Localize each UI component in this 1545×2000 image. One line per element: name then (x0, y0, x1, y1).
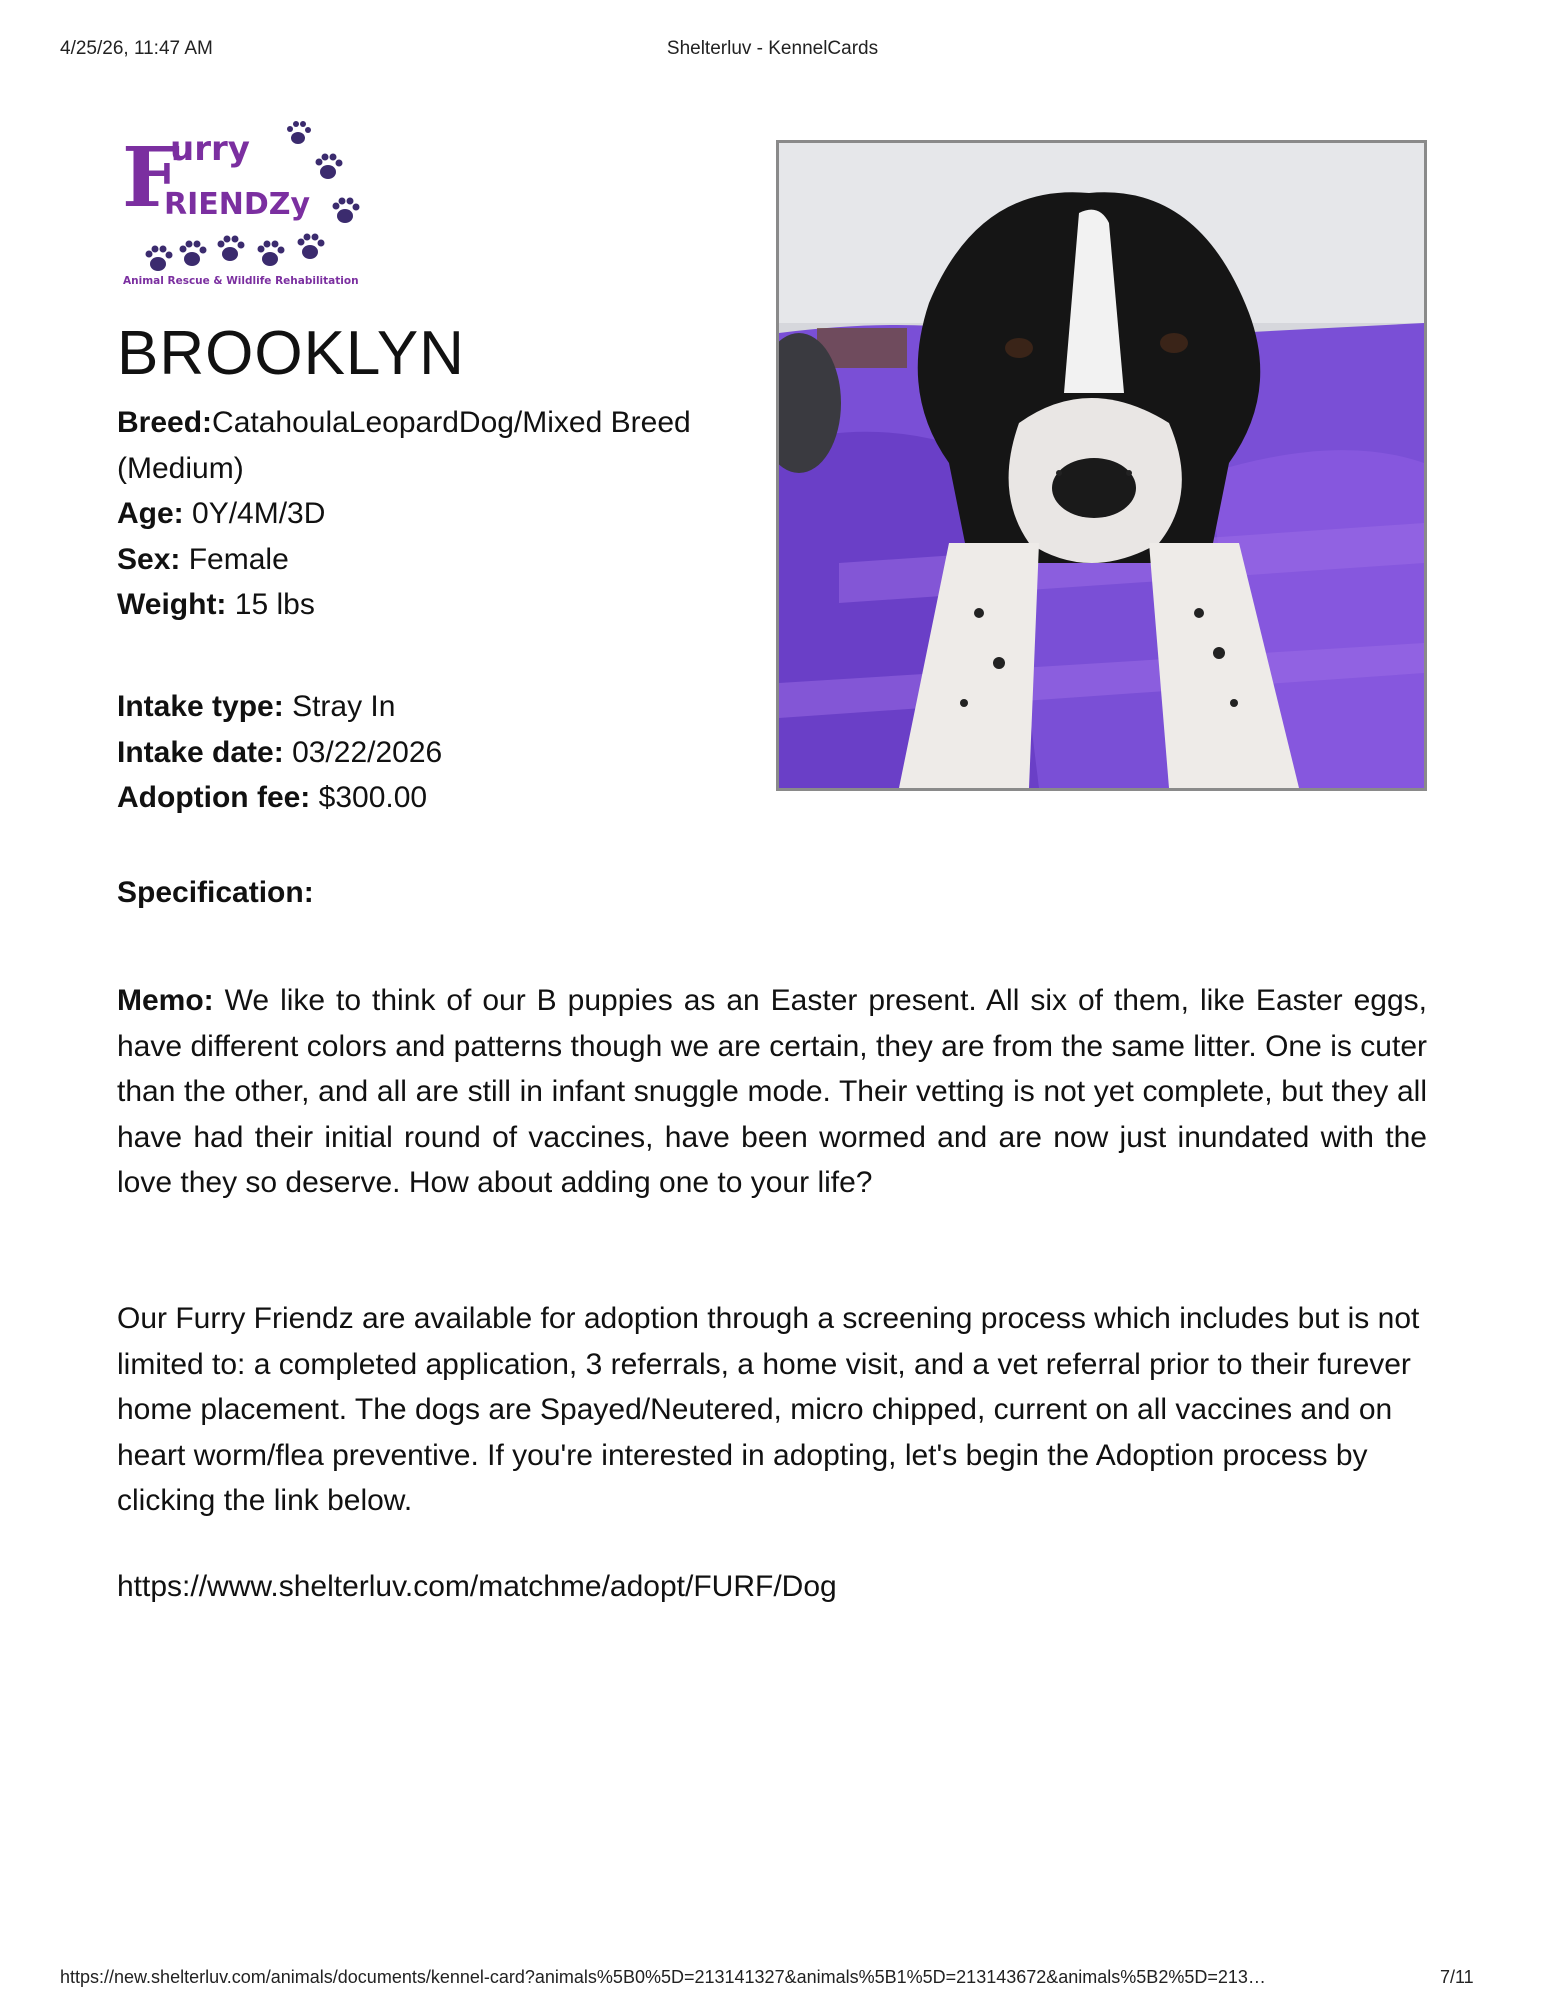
adoption-fee-row (117, 775, 757, 821)
breed-row (117, 400, 757, 491)
intake-date-value: 03/22/2026 (292, 735, 443, 769)
intake-details (117, 684, 757, 821)
rescue-logo (120, 118, 365, 290)
print-datetime: 4/25/26, 11:47 AM (60, 38, 213, 59)
print-page-title: Shelterluv - KennelCards (666, 38, 879, 59)
breed-label: Breed: (117, 406, 213, 439)
sex-row (117, 537, 757, 583)
specification-label: Specification: (117, 876, 314, 909)
logo-letter: F (122, 130, 181, 226)
memo-text: We like to think of our B puppies as an Easter present. All six of them, like Easter eggs, have different colors and patterns though we are certain, they are from the same litter. One is cuter than the other, and all are still in infant snuggle mode. Their vetting is not yet complete, but they all have had their initial round of vaccines, have been wormed and are now just inundated with the love they so deserve. How about adding one to your life? (117, 984, 1427, 1199)
age-value: 0Y/4M/3D (192, 497, 326, 530)
age-row (117, 491, 757, 537)
adoption-link[interactable]: https://www.shelterluv.com/matchme/adopt/FURF/Dog (117, 1570, 837, 1603)
intake-type-label: Intake type: (117, 690, 284, 723)
logo-word-top: urry (170, 129, 250, 169)
intake-type-value: Stray In (292, 690, 396, 723)
logo-word-bottom: RIENDZy (164, 187, 311, 222)
animal-name: BROOKLYN (117, 319, 465, 388)
adoption-fee-value: $300.00 (318, 781, 428, 814)
memo-label: Memo: (117, 984, 214, 1017)
adoption-info: Our Furry Friendz are available for adoption through a screening process which includes but is not limited to: a completed application, 3 referrals, a home visit, and a vet referral prior to their furever home placement. The dogs are Spayed/Neutered, micro chipped, current on all vaccines and on heart worm/flea preventive. If you're interested in adopting, let's begin the Adoption process by clicking the link below. (117, 1302, 1420, 1517)
print-footer-url: https://new.shelterluv.com/animals/documents/kennel-card?animals%5B0%5D=213141327&animals%5B1%5D=213143672&animals%5B2%5D=213… (60, 1967, 1266, 1987)
dog-photo (776, 140, 1427, 791)
logo-tagline: Animal Rescue & Wildlife Rehabilitation (123, 275, 359, 287)
intake-date-label: Intake date: (117, 735, 284, 769)
animal-details (117, 400, 757, 628)
breed-value: CatahoulaLeopardDog/Mixed Breed (Medium) (117, 406, 691, 485)
print-page-number: 7/11 (1440, 1967, 1474, 1987)
intake-type-row (117, 684, 757, 730)
adoption-fee-label: Adoption fee: (117, 781, 311, 814)
sex-label: Sex: (117, 542, 181, 576)
sex-value: Female (188, 542, 289, 576)
intake-date-row (117, 730, 757, 776)
memo (117, 978, 1427, 1206)
weight-label: Weight: (117, 588, 227, 621)
weight-row (117, 582, 757, 628)
weight-value: 15 lbs (234, 588, 315, 621)
age-label: Age: (117, 497, 184, 530)
